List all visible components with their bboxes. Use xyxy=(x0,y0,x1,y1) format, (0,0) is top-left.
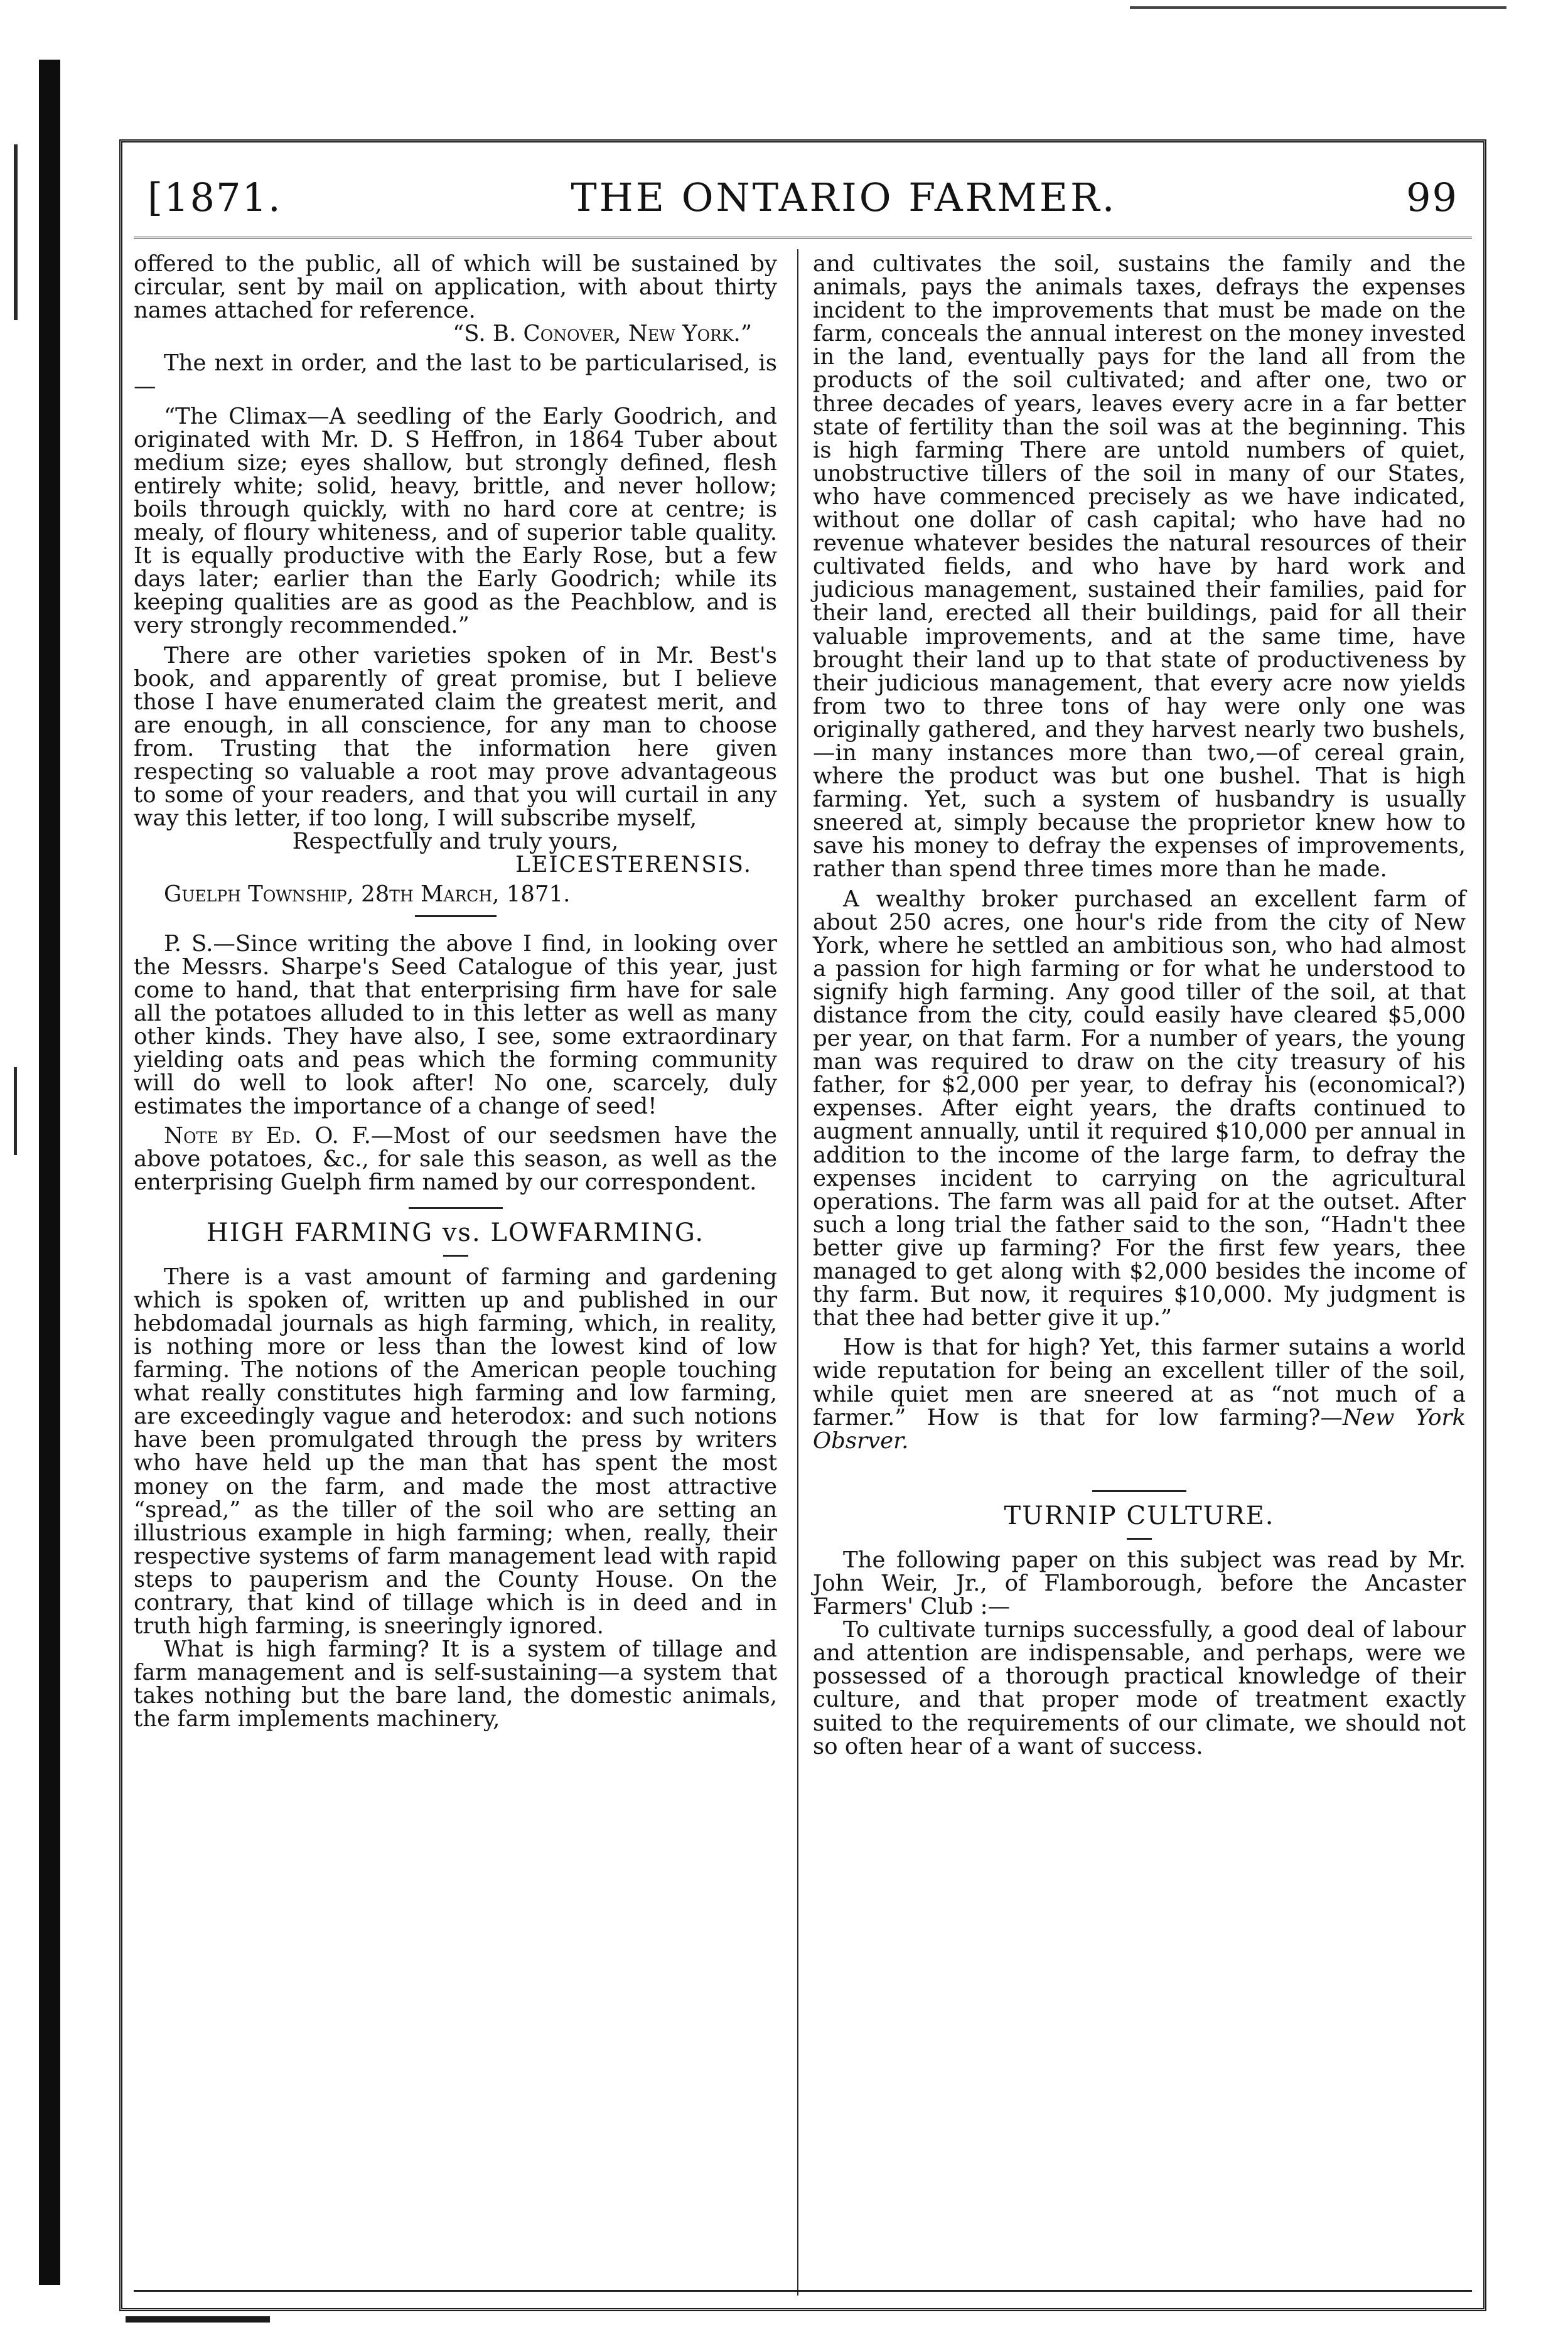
header-page-number: 99 xyxy=(1406,174,1458,220)
binding-edge-mark xyxy=(14,144,18,320)
signature-conover: “S. B. Conover, New York.” xyxy=(453,321,752,347)
paragraph: The next in order, and the last to be particularised, is— xyxy=(134,350,777,400)
letter-signature: LEICESTERENSIS. xyxy=(515,852,752,878)
editor-note xyxy=(134,1124,777,1194)
section-rule xyxy=(415,915,497,917)
column-divider xyxy=(797,249,800,2296)
paragraph: What is high farming? It is a system of tillage and farm management and is self-sustaining—a system that takes nothing but the bare land, the domestic animals, the farm implements machinery, xyxy=(134,1636,777,1732)
letter-closing: Respectfully and truly yours, xyxy=(292,829,619,855)
header-year: [1871. xyxy=(148,174,282,220)
left-column xyxy=(134,252,777,1731)
paragraph-broker: A wealthy broker purchased an excellent farm of about 250 acres, one hour's ride from the city of New York, where he settled an ambitious son, who had almost a passion for high farming or for what he understood to signify high farming. Any good tiller of the soil, at that distance from the city, could easily have cleared $5,000 per year, on that farm. For a number of years, the young man was required to draw on the city treasury of his father, for $2,000 per year, to defray his (economical?) expenses. After eight years, the drafts continued to augment annually, until it required $10,000 per annual in addition to the income of the large farm, to defray the expenses incident to carrying on the agricultural operations. The farm was all paid for at the outset. After such a long trial the father said to the son, “Hadn't thee better give up farming? For the first few years, thee managed to get along with $2,000 besides the income of thy farm. But now, it requires $10,000. My judgment is that thee had better give it up.” xyxy=(813,886,1466,1331)
paragraph: offered to the public, all of which will be sustained by circular, sent by mail on application, with about thirty names attached for reference. xyxy=(134,251,777,324)
paragraph xyxy=(813,1336,1466,1452)
heading-high-farming: HIGH FARMING vs. LOWFARMING. xyxy=(206,1218,705,1247)
paragraph-text: How is that for high? Yet, this farmer sutains a world wide reputation for being an excellent tiller of the soil, while quiet men are sneered at as “not much of a farmer.” How is that for low farming?— xyxy=(813,1335,1466,1431)
heading-rule xyxy=(1127,1538,1152,1540)
scan-artifact-top xyxy=(1130,6,1506,15)
paragraph: The following paper on this subject was read by Mr. John Weir, Jr., of Flamborough, before the Ancaster Farmers' Club :— xyxy=(813,1547,1466,1620)
paragraph-climax: “The Climax—A seedling of the Early Goodrich, and originated with Mr. D. S Heffron, in 1864 Tuber about medium size; eyes shallow, but strongly defined, flesh entirely white; solid, heavy, brittle, and never hollow; boils through quickly, with no hard core at centre; is mealy, of floury whiteness, and of superior table quality. It is equally productive with the Early Rose, but a few days later; earlier than the Early Goodrich; while its keeping qualities are as good as the Peachblow, and is very strongly recommended.” xyxy=(134,403,777,639)
section-rule xyxy=(409,1207,503,1209)
editor-note-text: —Most of our seedsmen have the above potatoes, &c., for sale this season, as well as the enterprising Guelph firm named by our correspondent. xyxy=(134,1123,778,1196)
paragraph: There is a vast amount of farming and gardening which is spoken of, written up and published in our hebdomadal journals as high farming, which, in reality, is nothing more or less than the lowest kind of low farming. The notions of the American people touching what really constitutes high farming and low farming, are exceedingly vague and heterodox: and such notions have been promulgated through the press by writers who have held up the man that has spent the most money on the farm, and made the most attractive “spread,” as the tiller of the soil who are setting an illustrious example in high farming; when, really, their respective systems of farm management lead with rapid steps to pauperism and the County House. On the contrary, that kind of tillage which is in deed and in truth high farming, is sneeringly ignored. xyxy=(134,1264,777,1640)
section-rule xyxy=(1092,1490,1186,1492)
paragraph: and cultivates the soil, sustains the family and the animals, pays the animals taxes, defrays the expenses incident to the improvements that must be made on the farm, conceals the annual interest on the money invested in the land, eventually pays for the land all from the products of the soil cultivated; and after one, two or three decades of years, leaves every acre in a far better state of fertility than the soil was at the beginning. This is high farming There are untold numbers of quiet, unobstructive tillers of the soil in many of our States, who have commenced precisely as we have indicated, without one dollar of cash capital; who have had no revenue whatever besides the natural resources of their cultivated fields, and who have by hard work and judicious management, sustained their families, paid for their land, erected all their buildings, paid for all their valuable improvements, and at the same time, have brought their land up to that state of productiveness by their judicious management, that every acre now yields from two to three tons of hay were only one was originally gathered, and they harvest nearly two bushels,—in many instances more than two,—of cereal grain, where the product was but one bushel. That is high farming. Yet, such a system of husbandry is usually sneered at, simply because the proprietor knew how to save his money to defray the expenses of improvements, rather than spend three times more than he made. xyxy=(813,251,1466,883)
scan-artifact-bottom xyxy=(126,2316,270,2323)
heading-rule xyxy=(443,1255,468,1257)
binding-spine xyxy=(39,60,60,2285)
paragraph: There are other varieties spoken of in Mr. Best's book, and apparently of great promise, but I believe those I have enumerated claim the greatest merit, and are enough, in all conscience, for any man to choose from. Trusting that the information here given respecting so valuable a root may prove advantageous to some of your readers, and that you will curtail in any way this letter, if too long, I will subscribe myself, xyxy=(134,642,777,832)
page-header xyxy=(122,163,1483,232)
header-title: THE ONTARIO FARMER. xyxy=(571,174,1117,220)
newspaper-page xyxy=(119,139,1486,2311)
postscript: P. S.—Since writing the above I find, in looking over the Messrs. Sharpe's Seed Catalogue of this year, just come to hand, that that enterprising firm have for sale all the potatoes alluded to in this letter as well as many other kinds. They have also, I see, some extraordinary yielding oats and peas which the forming community will do well to look after! No one, scarcely, duly estimates the importance of a change of seed! xyxy=(134,930,777,1120)
editor-note-label: Note by Ed. O. F. xyxy=(164,1123,371,1149)
paragraph: To cultivate turnips successfully, a good deal of labour and attention are indispensable, and perhaps, were we possessed of a thorough practical knowledge of their culture, and that proper mode of treatment exactly suited to the requirements of our climate, we should not so often hear of a want of success. xyxy=(813,1617,1466,1759)
header-rule xyxy=(134,237,1472,239)
binding-edge-mark xyxy=(14,1067,17,1155)
dateline: Guelph Township, 28th March, 1871. xyxy=(164,881,571,908)
bottom-rule xyxy=(134,2290,1472,2292)
source-attribution: New York Obsrver. xyxy=(813,1404,1466,1454)
right-column xyxy=(813,252,1466,1758)
heading-turnip-culture: TURNIP CULTURE. xyxy=(1004,1501,1275,1530)
